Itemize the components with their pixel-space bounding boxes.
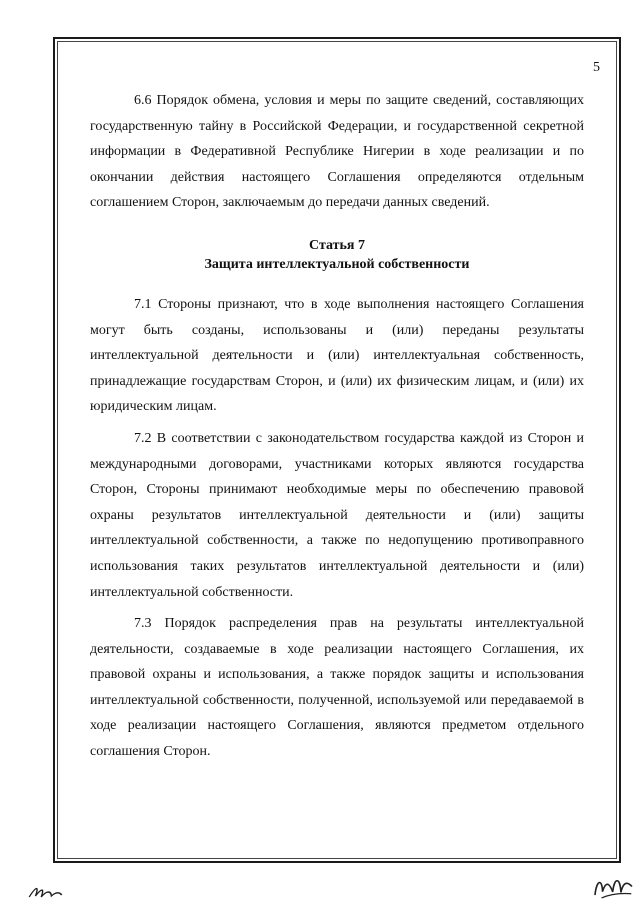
document-body: [90, 88, 584, 771]
paragraph-6-6: 6.6 Порядок обмена, условия и меры по защите сведений, составляющих государственную тайну в Российской Федерации, и государственной секретной информации в Федеративной Республике Нигерии в ходе реализации и по окончании действия настоящего Соглашения определяются отдельным соглашением Сторон, заключаемым до передачи данных сведений.: [90, 93, 584, 211]
article-7-heading: [90, 236, 584, 274]
initials-signature-right: [588, 868, 637, 905]
paragraph-7-3: 7.3 Порядок распределения прав на результаты интеллектуальной деятельности, создаваемые в ходе реализации настоящего Соглашения, их правовой охраны и использования, а также порядок защиты и использования интеллектуальной собственности, полученной, используемой или передаваемой в ходе реализации настоящего Соглашения, являются предметом отдельного соглашения Сторон.: [90, 616, 584, 760]
initials-signature-left: [25, 882, 67, 905]
paragraph-7-1: 7.1 Стороны признают, что в ходе выполнения настоящего Соглашения могут быть созданы, использованы и (или) переданы результаты интеллектуальной деятельности и (или) интеллектуальная собственность, принадлежащие государствам Сторон, и (или) их физическим лицам, и (или) их юридическим лицам.: [90, 296, 584, 415]
paragraph-7-2: 7.2 В соответствии с законодательством государства каждой из Сторон и международными договорами, участниками которых являются государства Сторон, Стороны принимают необходимые меры по обеспечению правовой охраны результатов интеллектуальной деятельности и (или) защиты интеллектуальной собственности, а также по недопущению противоправного использования таких результатов интеллектуальной деятельности и (или) интеллектуальной собственности.: [90, 430, 584, 600]
signature-scribble-right-icon: [588, 868, 636, 903]
article-7-title: Защита интеллектуальной собственности: [204, 256, 470, 272]
signature-scribble-left-icon: [26, 882, 67, 902]
page-number: 5: [593, 60, 600, 75]
article-7-number: Статья 7: [309, 237, 365, 253]
